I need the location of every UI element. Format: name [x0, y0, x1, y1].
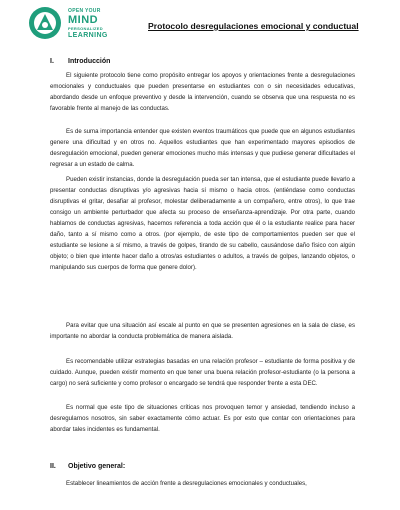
section-heading-objetivo-general — [50, 463, 126, 470]
paragraph-intro-5: Es recomendable utilizar estrategias basadas en una relación profesor – estudiante de forma positiva y de cuidado. Aunque, pueden existir momento en que tener una buena relación profesor-estudiante (o la persona a cargo) no será suficiente y como profesor o encargado se tendrá que responder frente a esta DEC. — [50, 358, 355, 387]
paragraph-intro-3: Pueden existir instancias, donde la desregulación pueda ser tan intensa, que el estudiante puede llevarlo a presentar conductas disruptivas y/o agresivas hacia sí mismo o hacia otros. (entiéndase como conductas disruptivas el gritar, desafiar al profesor, molestar deliberadamente a un compañero, entre otros), lo que trae consigo un ambiente perturbador que afecta su proceso de enseñanza-aprendizaje. Por otra parte, cuando hablamos de conductas agresivas, hacemos referencia a toda acción que él o la estudiante realice para hacer daño, tanto a sí mismo como a otros. (por ejemplo, de este tipo de comportamientos pueden ser que el estudiante se lesione a sí mismo, a través de golpes, tirando de su cabello, causándose daño físico con algún objeto; o bien que intente hacer daño a otros/as estudiantes o adultos, a través de golpes, lanzando objetos, o manipulando sus cuerpos de forma que genere dolor). — [50, 176, 355, 271]
logo-line1: OPEN YOUR — [68, 8, 101, 14]
section-title: Objetivo general: — [68, 463, 126, 470]
paragraph-intro-4: Para evitar que una situación así escale al punto en que se presenten agresiones en la sala de clase, es importante no abordar la conducta problemática de manera aislada. — [50, 322, 355, 340]
paragraph-intro-2: Es de suma importancia entender que existen eventos traumáticos que puede que en algunos estudiantes genere una dificultad y en otros no. Aquellos estudiantes que han experimentado mayores episodios de desregulación emocional, pueden generar emociones mucho más intensas y que pudiese generar dificultades el regresar a un estado de calma. — [50, 128, 355, 168]
paragraph-objective-1: Establecer lineamientos de acción frente a desregulaciones emocionales y conductuales, — [66, 480, 307, 487]
section-title: Introducción — [68, 58, 111, 65]
logo-line4: LEARNING — [68, 32, 108, 39]
paragraph-intro-6: Es normal que este tipo de situaciones críticas nos provoquen temor y ansiedad, tendiendo incluso a desregularnos nosotros, sin saber exactamente cómo actuar. Es por esto que contar con orientaciones para abordar tales incidentes es fundamental. — [50, 404, 355, 433]
logo-line3: PERSONALIZED — [68, 26, 103, 31]
document-title: Protocolo desregulaciones emocional y conductual — [148, 21, 359, 31]
section-number: I. — [50, 58, 54, 65]
logo-line2: MIND — [68, 14, 99, 26]
section-number: II. — [50, 463, 56, 470]
school-logo — [28, 6, 140, 40]
logo-emblem-icon — [28, 6, 62, 40]
paragraph-intro-1: El siguiente protocolo tiene como propósito entregar los apoyos y orientaciones frente a desregulaciones emocionales y conductuales que pueden presentarse en estudiantes con o sin necesidades educativas, abordando desde un enfoque preventivo y desde la intervención, cuando se observa que una respuesta no es favorable frente al manejo de las conductas. — [50, 72, 355, 112]
logo-wordmark — [68, 9, 108, 39]
section-heading-introduccion — [50, 58, 111, 65]
